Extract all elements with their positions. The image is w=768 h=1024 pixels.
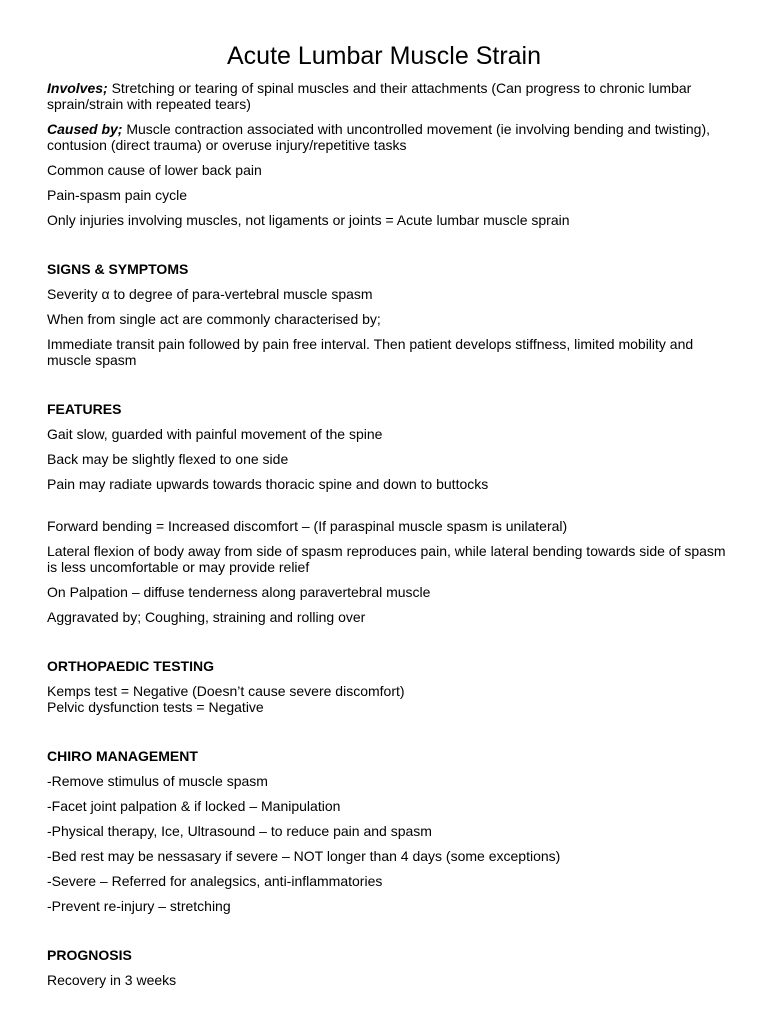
document-body [47, 80, 737, 997]
chiro-line: -Physical therapy, Ice, Ultrasound – to reduce pain and spasm [47, 823, 432, 839]
involves-paragraph [47, 80, 737, 112]
features-line: Gait slow, guarded with painful movement of the spine [47, 426, 383, 442]
features-heading: FEATURES [47, 401, 122, 417]
involves-text: Stretching or tearing of spinal muscles and their attachments (Can progress to chronic lumbar sprain/strain with repeated tears) [47, 80, 692, 112]
intro-line: Pain-spasm pain cycle [47, 187, 188, 203]
ortho-heading: ORTHOPAEDIC TESTING [47, 658, 214, 674]
caused-by-text: Muscle contraction associated with uncontrolled movement (ie involving bending and twisting), contusion (direct trauma) or overuse injury/repetitive tasks [47, 121, 710, 153]
features-section [47, 401, 737, 625]
ortho-section [47, 658, 737, 715]
involves-label: Involves; [47, 80, 108, 96]
caused-by-paragraph [47, 121, 737, 153]
features-line: Forward bending = Increased discomfort – (If paraspinal muscle spasm is unilateral) [47, 518, 568, 534]
features-line: Lateral flexion of body away from side of spasm reproduces pain, while lateral bending towards side of spasm is less uncomfortable or may provide relief [47, 543, 726, 575]
features-line: Back may be slightly flexed to one side [47, 451, 289, 467]
signs-heading: SIGNS & SYMPTOMS [47, 261, 189, 277]
prognosis-heading: PROGNOSIS [47, 947, 132, 963]
intro-line: Common cause of lower back pain [47, 162, 262, 178]
chiro-line: -Prevent re-injury – stretching [47, 898, 231, 914]
chiro-line: -Remove stimulus of muscle spasm [47, 773, 268, 789]
features-subgroup [47, 518, 737, 625]
features-line: Aggravated by; Coughing, straining and rolling over [47, 609, 366, 625]
prognosis-line: Recovery in 3 weeks [47, 972, 177, 988]
signs-line: Severity α to degree of para-vertebral muscle spasm [47, 286, 373, 302]
caused-by-label: Caused by; [47, 121, 123, 137]
intro-line: Only injuries involving muscles, not ligaments or joints = Acute lumbar muscle sprain [47, 212, 570, 228]
chiro-line: -Severe – Referred for analegsics, anti-inflammatories [47, 873, 383, 889]
chiro-line: -Facet joint palpation & if locked – Manipulation [47, 798, 341, 814]
chiro-heading: CHIRO MANAGEMENT [47, 748, 198, 764]
ortho-line: Pelvic dysfunction tests = Negative [47, 699, 264, 715]
page-title: Acute Lumbar Muscle Strain [226, 42, 542, 70]
chiro-section [47, 748, 737, 914]
ortho-line: Kemps test = Negative (Doesn’t cause severe discomfort) [47, 683, 405, 699]
chiro-line: -Bed rest may be nessasary if severe – NOT longer than 4 days (some exceptions) [47, 848, 561, 864]
features-line: On Palpation – diffuse tenderness along paravertebral muscle [47, 584, 431, 600]
features-line: Pain may radiate upwards towards thoracic spine and down to buttocks [47, 476, 489, 492]
signs-line: Immediate transit pain followed by pain free interval. Then patient develops stiffness, limited mobility and muscle spasm [47, 336, 694, 368]
prognosis-section [47, 947, 737, 988]
signs-section [47, 261, 737, 368]
signs-line: When from single act are commonly characterised by; [47, 311, 381, 327]
